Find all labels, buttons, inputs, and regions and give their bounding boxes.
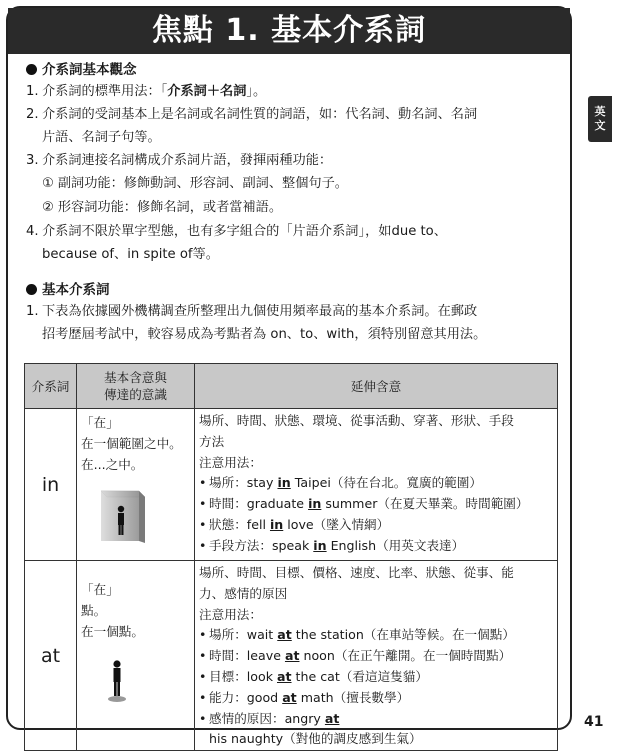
example-item: • 場所：wait at the station（在車站等候。在一個點） — [199, 625, 553, 646]
extended-meaning-cell: 場所、時間、目標、價格、速度、比率、狀態、從事、能 力、感情的原因 注意用法： • 場所：wait at the station（在車站等候。在一個點） • 時間：leave at noon（在正午離開。在一個時間點） • 目標：look at the cat（看這這隻貓） • 能力：good at math（擅長數學） • 感情的原因：angry at his naughty（對他的調皮感到生氣） — [195, 561, 558, 751]
extended-meaning-cell: 場所、時間、狀態、環境、從事活動、穿著、形狀、手段 方法 注意用法： • 場所：stay in Taipei（待在台北。寬廣的範圍） • 時間：graduate in summer（在夏天畢業。時間範圍） • 狀態：fell in love（墜入情網） • 手段方法：speak in English（用英文表達） — [195, 409, 558, 561]
main-content — [26, 60, 554, 346]
example-item: • 場所：stay in Taipei（待在台北。寬廣的範圍） — [199, 473, 553, 494]
preposition-table — [24, 363, 558, 751]
page-number: 41 — [584, 714, 604, 730]
bullet-dot-icon — [26, 64, 37, 75]
section-heading-basic: 基本介系詞 — [26, 280, 554, 300]
table-row — [25, 561, 558, 751]
section-heading-concepts: 介系詞基本觀念 — [26, 60, 554, 80]
example-item: • 時間：leave at noon（在正午離開。在一個時間點） — [199, 646, 553, 667]
example-item: • 感情的原因：angry at his naughty（對他的調皮感到生氣） — [199, 709, 553, 751]
column-header: 延伸含意 — [195, 364, 558, 409]
example-item: • 狀態：fell in love（墜入情網） — [199, 515, 553, 536]
page-frame — [6, 6, 572, 747]
table-row — [25, 409, 558, 561]
list-item: 3. 介系詞連接名詞構成介系詞片語，發揮兩種功能： — [26, 153, 333, 168]
sub-item: ② 形容詞功能：修飾名詞，或者當補語。 — [42, 200, 283, 215]
table-header-row — [25, 364, 558, 409]
bullet-dot-icon — [26, 284, 37, 295]
preposition-cell: at — [25, 561, 77, 751]
sub-item: ① 副詞功能：修飾動詞、形容詞、副詞、整個句子。 — [42, 176, 348, 191]
basic-meaning-cell: 「在」 點。 在一個點。 — [77, 561, 195, 751]
point-figure-icon — [99, 656, 135, 704]
column-header: 介系詞 — [25, 364, 77, 409]
page-title: 焦點 1. 基本介系詞 — [8, 8, 570, 54]
list-item: 4. 介系詞不限於單字型態，也有多字組合的「片語介系詞」，如due to、 because of、in spite of等。 — [26, 224, 447, 262]
example-item: • 時間：graduate in summer（在夏天畢業。時間範圍） — [199, 494, 553, 515]
subject-side-tab: 英 文 — [588, 96, 612, 142]
example-item: • 目標：look at the cat（看這這隻貓） — [199, 667, 553, 688]
example-item: • 手段方法：speak in English（用英文表達） — [199, 536, 553, 557]
list-item: 1. 介系詞的標準用法：「介系詞＋名詞」。 — [26, 84, 267, 99]
list-item: 1. 下表為依據國外機構調查所整理出九個使用頻率最高的基本介系詞。在郵政 招考歷屆考試中，較容易成為考點者為 on、to、with，須特別留意其用法。 — [26, 304, 487, 342]
preposition-cell: in — [25, 409, 77, 561]
box-figure-icon — [95, 487, 147, 545]
example-item: • 能力：good at math（擅長數學） — [199, 688, 553, 709]
basic-meaning-cell: 「在」 在一個範圍之中。 在...之中。 — [77, 409, 195, 561]
column-header: 基本含意與 傳達的意識 — [77, 364, 195, 409]
list-item: 2. 介系詞的受詞基本上是名詞或名詞性質的詞語，如：代名詞、動名詞、名詞 片語、名詞子句等。 — [26, 107, 478, 145]
